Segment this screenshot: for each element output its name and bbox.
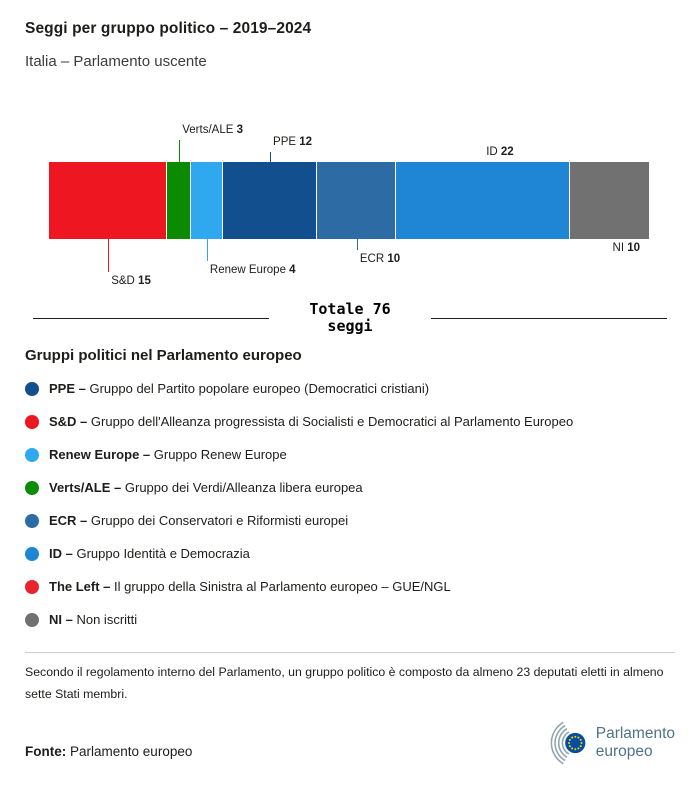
legend-group-name: ID –	[49, 546, 77, 561]
legend-title: Gruppi politici nel Parlamento europeo	[25, 347, 302, 364]
legend-text	[49, 381, 429, 396]
ep-logo-text-line2: europeo	[595, 743, 653, 761]
legend-color-dot	[25, 382, 39, 396]
footnote: Secondo il regolamento interno del Parlamento, un gruppo politico è composto da almeno 23 deputati eletti in almeno sette Stati membri.	[25, 665, 664, 702]
total-label-line1: Totale 76	[309, 300, 391, 318]
legend-text	[49, 513, 348, 528]
legend-group-desc: Gruppo dei Conservatori e Riformisti europei	[90, 513, 349, 528]
legend-group-name: PPE –	[49, 381, 90, 396]
segment-value: 15	[138, 275, 151, 287]
total-label-line2: seggi	[327, 317, 373, 335]
labels-above	[49, 116, 649, 162]
total-rule-left	[33, 318, 269, 319]
segment-label-ppe	[273, 136, 312, 149]
total-row	[33, 301, 667, 335]
legend-text	[49, 579, 451, 594]
ep-hemicycle-icon	[544, 719, 590, 767]
legend-color-dot	[25, 481, 39, 495]
segment-name: Verts/ALE	[182, 124, 237, 136]
bar-segment-ppe	[223, 162, 318, 239]
legend-group-desc: Gruppo Identità e Democrazia	[76, 546, 250, 561]
source-label: Fonte:	[25, 744, 67, 760]
segment-value: 12	[299, 136, 313, 148]
stacked-bar	[49, 162, 649, 239]
legend-group-desc: Gruppo del Partito popolare europeo (Democratici cristiani)	[89, 381, 430, 396]
label-leader-line	[108, 239, 109, 272]
legend-text	[49, 612, 137, 627]
segment-value: 22	[500, 146, 514, 158]
legend-item	[25, 570, 675, 603]
bar-segment-verts-ale	[167, 162, 191, 239]
bar-segment-s-d	[49, 162, 167, 239]
legend-group-name: S&D –	[49, 414, 91, 429]
legend-group-desc: Gruppo Renew Europe	[153, 447, 287, 462]
segment-name: PPE	[273, 136, 300, 148]
legend-group-name: The Left –	[49, 579, 115, 594]
label-leader-line	[270, 152, 271, 162]
page-title: Seggi per gruppo politico – 2019–2024	[25, 20, 312, 37]
segment-name: ECR	[359, 253, 388, 265]
legend-item	[25, 405, 675, 438]
segment-label-ni	[613, 242, 641, 255]
footer-divider	[25, 652, 675, 653]
legend-text	[49, 447, 287, 462]
legend-color-dot	[25, 415, 39, 429]
ep-logo-text-line1: Parlamento	[595, 725, 675, 743]
source-line	[25, 744, 192, 767]
segment-name: NI	[612, 242, 628, 254]
seat-distribution-chart	[49, 116, 649, 291]
legend-item	[25, 603, 675, 636]
ep-logo	[544, 719, 675, 767]
legend-item	[25, 537, 675, 570]
legend-item	[25, 372, 675, 405]
segment-name: Renew Europe	[209, 264, 290, 276]
legend-list	[25, 372, 675, 636]
total-rule-right	[431, 318, 667, 319]
bar-segment-ni	[570, 162, 649, 239]
segment-label-ecr	[360, 253, 400, 266]
bar-segment-renew-europe	[191, 162, 223, 239]
legend-color-dot	[25, 448, 39, 462]
legend-group-name: Renew Europe –	[49, 447, 154, 462]
legend-group-desc: Gruppo dei Verdi/Alleanza libera europea	[124, 480, 363, 495]
legend-color-dot	[25, 547, 39, 561]
segment-name: S&D	[111, 275, 139, 287]
legend-text	[49, 546, 250, 561]
segment-value: 10	[627, 242, 641, 254]
legend-group-desc: Non iscritti	[76, 612, 138, 627]
segment-label-verts-ale	[182, 124, 243, 137]
legend-group-desc: Gruppo dell'Alleanza progressista di Socialisti e Democratici al Parlamento Europeo	[90, 414, 574, 429]
segment-label-s-d	[111, 275, 151, 288]
label-leader-line	[179, 140, 180, 162]
ep-logo-wordmark	[596, 725, 675, 761]
legend-color-dot	[25, 613, 39, 627]
segment-value: 3	[236, 124, 243, 136]
bar-segment-ecr	[317, 162, 396, 239]
segment-name: ID	[486, 146, 501, 158]
segment-value: 4	[289, 264, 296, 276]
total-label	[269, 301, 430, 335]
legend-item	[25, 471, 675, 504]
legend-item	[25, 504, 675, 537]
legend-group-name: ECR –	[49, 513, 91, 528]
legend-text	[49, 480, 363, 495]
source-value: Parlamento europeo	[70, 744, 193, 760]
legend-group-desc: Il gruppo della Sinistra al Parlamento europeo – GUE/NGL	[114, 579, 451, 594]
bar-segment-id	[396, 162, 570, 239]
legend-color-dot	[25, 580, 39, 594]
segment-label-renew-europe	[210, 264, 296, 277]
footer-row	[25, 719, 675, 767]
legend-item	[25, 438, 675, 471]
label-leader-line	[357, 239, 358, 250]
legend-group-name: NI –	[49, 612, 77, 627]
label-leader-line	[207, 239, 208, 261]
page-subtitle: Italia – Parlamento uscente	[25, 53, 207, 70]
legend-text	[49, 414, 573, 429]
legend-color-dot	[25, 514, 39, 528]
legend-group-name: Verts/ALE –	[49, 480, 125, 495]
segment-value: 10	[387, 253, 401, 265]
labels-below	[49, 239, 649, 291]
segment-label-id	[486, 146, 514, 159]
